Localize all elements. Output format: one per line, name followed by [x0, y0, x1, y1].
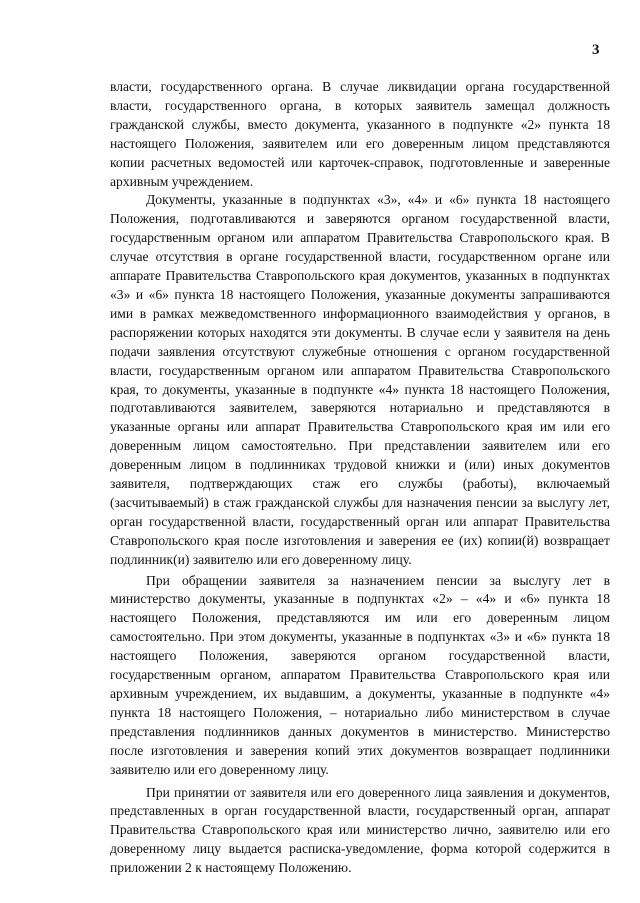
- paragraph-3: При обращении заявителя за назначением пенсии за выслугу лет в министерство документы, указанные в подпунктах «2» – «4» и «6» пункта 18 настоящего Положения, представляются им или его доверенным лицом самостоятельно. При этом документы, указанные в подпунктах «3» и «6» пункта 18 настоящего Положения, заверяются органом государственной власти, государственным органом, аппаратом Правительства Ставропольского края или архивным учреждением, их выдавшим, а документы, указанные в подпункте «4» пункта 18 настоящего Положения, – нотариально либо министерством в случае представления подлинников данных документов в министерство. Министерство после изготовления и заверения копий этих документов возвращает подлинники заявителю или его доверенному лицу.: [110, 572, 610, 777]
- document-body: [110, 78, 610, 878]
- paragraph-2: Документы, указанные в подпунктах «3», «4» и «6» пункта 18 настоящего Положения, подготавливаются и заверяются органом государственной власти, государственным органом или аппаратом Правительства Ставропольского края. В случае отсутствия в органе государственной власти, государственном органе или аппарате Правительства Ставропольского края документов, указанных в подпунктах «3» и «6» пункта 18 настоящего Положения, указанные документы запрашиваются ими в рамках межведомственного информационного взаимодействия у органов, в распоряжении которых находятся эти документы. В случае если у заявителя на день подачи заявления отсутствуют служебные отношения с органом государственной власти, государственным органом или аппаратом Правительства Ставропольского края, то документы, указанные в подпункте «4» пункта 18 настоящего Положения, подготавливаются заявителем, заверяются нотариально и представляются в указанные органы или аппарат Правительства Ставропольского края им или его доверенным лицом самостоятельно. При представлении заявителем или его доверенным лицом в подлинниках трудовой книжки и (или) иных документов заявителя, подтверждающих стаж его службы (работы), включаемый (засчитываемый) в стаж гражданской службы для назначения пенсии за выслугу лет, орган государственной власти, государственный орган или аппарат Правительства Ставропольского края после изготовления и заверения ее (их) копии(й) возвращает подлинник(и) заявителю или его доверенному лицу.: [110, 192, 610, 567]
- paragraph-4: При принятии от заявителя или его доверенного лица заявления и документов, представленных в орган государственной власти, государственный орган, аппарат Правительства Ставропольского края или министерство лично, заявителю или его доверенному лицу выдается расписка-уведомление, форма которой содержится в приложении 2 к настоящему Положению.: [110, 784, 610, 876]
- paragraph-1: власти, государственного органа. В случае ликвидации органа государственной власти, государственного органа, в которых заявитель замещал должность гражданской службы, вместо документа, указанного в подпункте «2» пункта 18 настоящего Положения, заявителем или его доверенным лицом представляются копии расчетных ведомостей или карточек-справок, подготовленные и заверенные архивным учреждением.: [110, 79, 610, 189]
- page-number: 3: [592, 42, 600, 58]
